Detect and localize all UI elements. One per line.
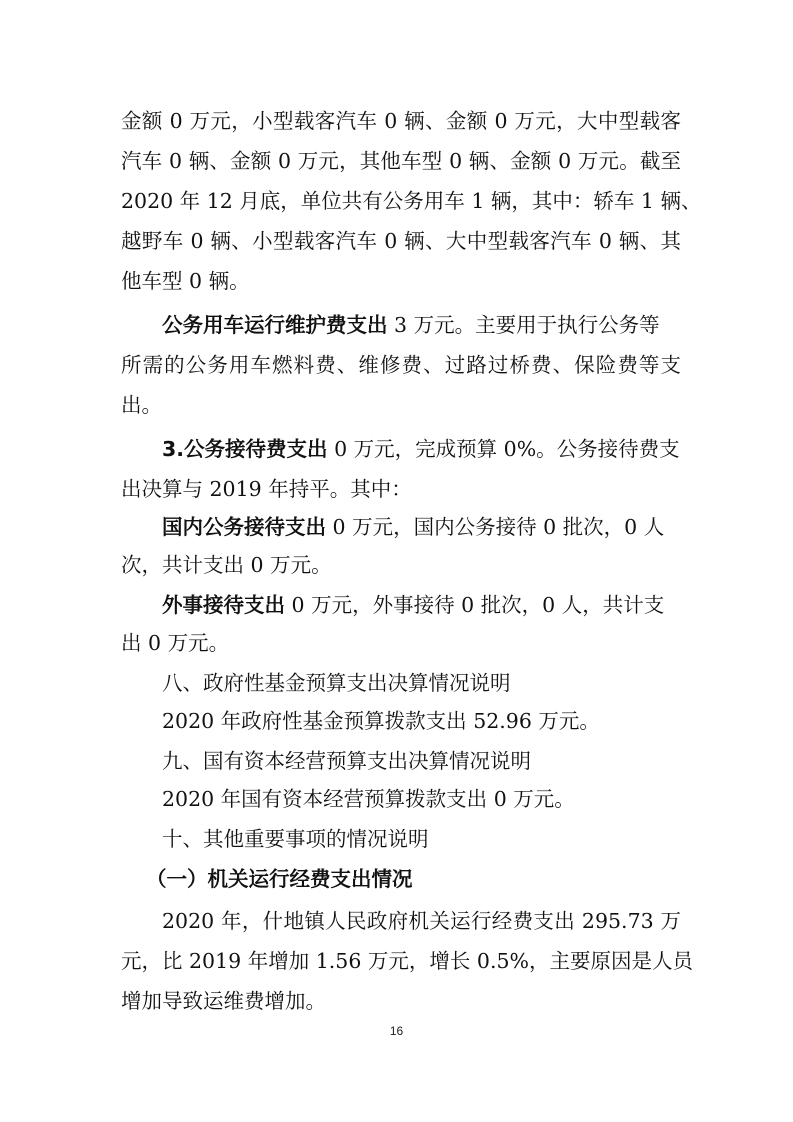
foreign-text: 0 万元，外事接待 0 批次，0 人，共计支: [285, 593, 665, 617]
page-number: 16: [389, 1024, 404, 1038]
foreign-paragraph-line: [162, 590, 681, 620]
text-line: 出。: [121, 393, 162, 417]
text-line: 2020 年国有资本经营预算拨款支出 0 万元。: [162, 787, 575, 811]
domestic-paragraph-line: [162, 512, 681, 542]
maintenance-text: 3 万元。主要用于执行公务等: [387, 313, 660, 337]
text-line: 出 0 万元。: [121, 631, 230, 655]
maintenance-paragraph-line: [162, 310, 681, 340]
text-line: 越野车 0 辆、小型载客汽车 0 辆、大中型载客汽车 0 辆、其: [121, 229, 681, 253]
section-heading-9: 九、国有资本经营预算支出决算情况说明: [162, 749, 531, 773]
text-line: 2020 年 12 月底，单位共有公务用车 1 辆，其中：轿车 1 辆、: [121, 189, 702, 213]
text-line: 元，比 2019 年增加 1.56 万元，增长 0.5%，主要原因是人员: [121, 949, 693, 973]
text-line: 2020 年政府性基金预算拨款支出 52.96 万元。: [162, 709, 600, 733]
text-line: 出决算与 2019 年持平。其中：: [121, 477, 412, 501]
reception-paragraph-line: [162, 434, 681, 464]
section-heading-8: 八、政府性基金预算支出决算情况说明: [162, 671, 511, 695]
foreign-label: 外事接待支出: [162, 593, 285, 617]
subsection-heading: （一）机关运行经费支出情况: [146, 867, 413, 891]
text-line: 2020 年，什地镇人民政府机关运行经费支出 295.73 万: [162, 909, 681, 933]
reception-text: 0 万元，完成预算 0%。公务接待费支: [327, 437, 680, 461]
section-heading-10: 十、其他重要事项的情况说明: [162, 827, 429, 851]
reception-label: 3.公务接待费支出: [162, 437, 328, 461]
domestic-text: 0 万元，国内公务接待 0 批次，0 人: [326, 515, 665, 539]
domestic-label: 国内公务接待支出: [162, 515, 326, 539]
text-line: 金额 0 万元，小型载客汽车 0 辆、金额 0 万元，大中型载客: [121, 109, 681, 133]
text-line: 所需的公务用车燃料费、维修费、过路过桥费、保险费等支: [121, 353, 681, 377]
text-line: 次，共计支出 0 万元。: [121, 553, 332, 577]
maintenance-label: 公务用车运行维护费支出: [162, 313, 388, 337]
text-line: 汽车 0 辆、金额 0 万元，其他车型 0 辆、金额 0 万元。截至: [121, 149, 681, 173]
text-line: 他车型 0 辆。: [121, 269, 250, 293]
text-line: 增加导致运维费增加。: [121, 989, 326, 1013]
